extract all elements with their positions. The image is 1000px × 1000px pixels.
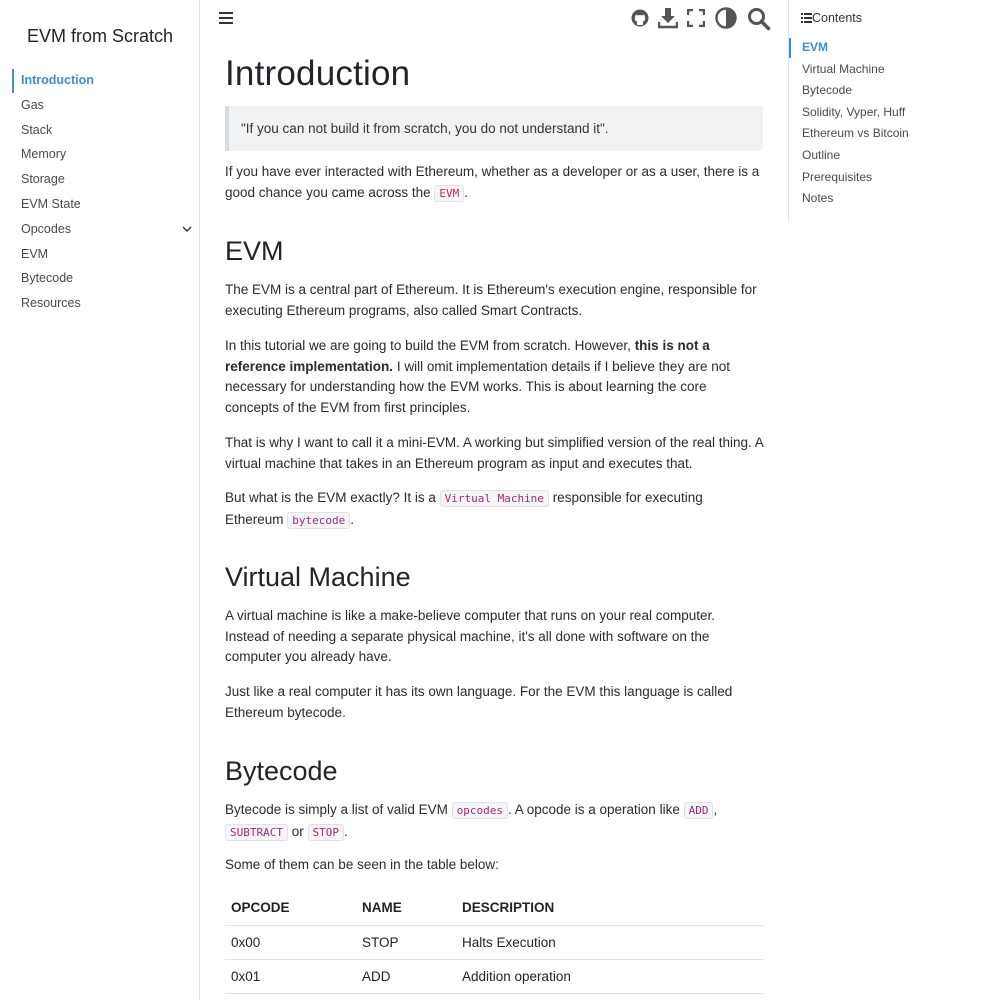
sidebar-item-evm-state[interactable]: EVM State [21,196,81,211]
bold-text: this is not a reference implementation. [225,338,710,374]
text-span: . [464,184,469,200]
column-header-name: NAME [356,890,456,925]
evm-paragraph-3: That is why I want to call it a mini-EVM. A working but simplified version of the real thing. A virtual machine that takes in an Ethereum program as input and executes that. [225,435,763,471]
menu-icon[interactable] [218,10,234,26]
evm-paragraph-1: The EVM is a central part of Ethereum. It is Ethereum's execution engine, responsible for executing Ethereum programs, also called Smart Contracts. [225,282,757,318]
toc-item-notes[interactable]: Notes [802,191,834,206]
sidebar-item-gas[interactable]: Gas [21,97,44,112]
inline-code: STOP [308,824,345,841]
toc-item-outline[interactable]: Outline [802,147,841,162]
toc-list [789,37,989,210]
sidebar-item-opcodes[interactable] [12,217,198,242]
text-span: . A opcode is a operation like [507,802,684,817]
inline-code: Virtual Machine [440,490,549,507]
text-span: If you have ever interacted with Ethereum, whether as a developer or as a user, there is a good chance you came across the [225,164,760,200]
text-span: . [350,511,355,527]
bytecode-paragraph-1 [225,800,763,843]
search-icon[interactable] [747,7,771,31]
left-sidebar [0,0,200,1000]
sidebar-item-bytecode[interactable]: Bytecode [21,271,74,286]
inline-code: EVM [434,185,464,202]
sidebar-item-stack[interactable]: Stack [21,122,53,137]
evm-paragraph-2 [225,336,763,418]
toc-item-evm[interactable]: EVM [789,37,989,59]
github-icon[interactable] [630,8,650,28]
text-span: responsible for executing Ethereum [225,490,703,527]
heading-bytecode: Bytecode [225,756,338,786]
vm-paragraph-1: A virtual machine is like a make-believe computer that runs on your real computer. Instead of needing a separate physical machine, it's all done with software on the computer you already have. [225,608,715,665]
table-cell: Addition operation [456,959,763,993]
sidebar-item-storage[interactable]: Storage [21,172,65,187]
heading-evm: EVM [225,236,284,266]
inline-code: opcodes [452,802,508,819]
sidebar-item-evm[interactable]: EVM [21,246,49,261]
site-title[interactable]: EVM from Scratch [26,26,174,46]
toc-title-label: Contents [812,11,863,25]
intro-paragraph [225,162,763,204]
text-span: . [344,823,348,839]
table-row [225,925,763,959]
table-of-contents [788,0,1000,222]
text-span: Bytecode is simply a list of valid EVM [225,802,452,817]
toc-item-virtual-machine[interactable]: Virtual Machine [802,61,885,76]
sidebar-item-memory[interactable]: Memory [21,147,67,162]
toc-item-bytecode[interactable]: Bytecode [802,83,853,98]
fullscreen-icon[interactable] [687,9,705,27]
table-cell: Halts Execution [456,925,763,959]
table-cell: 0x00 [225,925,356,959]
sidebar-item-label: Opcodes [21,221,72,236]
toc-item-ethereum-vs-bitcoin[interactable]: Ethereum vs Bitcoin [802,126,909,141]
table-header-row [225,890,763,925]
opcode-table [225,890,763,994]
column-header-opcode: OPCODE [225,890,356,925]
text-span: or [287,823,308,839]
table-cell: STOP [356,925,456,959]
page-title: Introduction [225,54,411,93]
inline-code: bytecode [287,512,350,529]
column-header-description: DESCRIPTION [456,890,763,925]
table-row [225,959,763,993]
inline-code: ADD [684,802,714,819]
table-cell: 0x01 [225,959,356,993]
inline-code: SUBTRACT [225,824,288,841]
bytecode-paragraph-2: Some of them can be seen in the table below: [225,857,499,872]
toc-title [801,11,862,25]
blockquote: "If you can not build it from scratch, you do not understand it". [225,106,763,151]
download-icon[interactable] [658,7,678,29]
list-icon [801,13,812,23]
toc-item-solidity-vyper-huff[interactable]: Solidity, Vyper, Huff [802,104,906,119]
vm-paragraph-2: Just like a real computer it has its own language. For the EVM this language is called Ethereum bytecode. [225,684,733,720]
toc-item-prerequisites[interactable]: Prerequisites [802,169,873,184]
text-span: I will omit implementation details if I believe they are not necessary for understanding how the EVM works. This is about learning the core concepts of the EVM from first principles. [225,358,730,415]
sidebar-nav [12,68,198,316]
heading-virtual-machine: Virtual Machine [225,562,411,592]
sidebar-item-introduction[interactable]: Introduction [12,68,198,93]
theme-toggle-icon[interactable] [715,7,737,29]
text-span: , [713,802,718,817]
text-span: In this tutorial we are going to build the EVM from scratch. However, [225,338,635,353]
text-span: But what is the EVM exactly? It is a [225,490,440,505]
sidebar-item-resources[interactable]: Resources [21,296,81,311]
evm-paragraph-4 [225,488,763,531]
table-cell: ADD [356,959,456,993]
chevron-down-icon[interactable] [182,224,192,234]
